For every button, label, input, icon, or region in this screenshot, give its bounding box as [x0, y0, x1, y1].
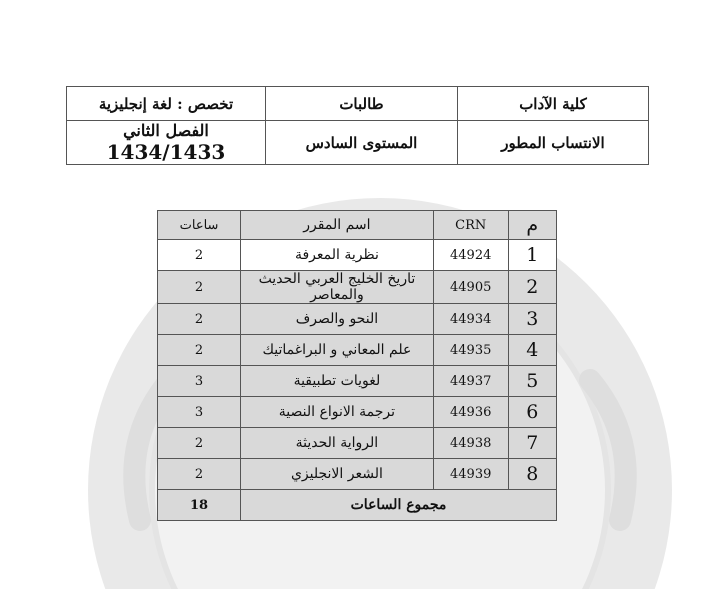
header-row-2: [67, 121, 649, 165]
table-row: [158, 304, 557, 335]
table-row: [158, 459, 557, 490]
row-num: 3: [508, 304, 556, 335]
table-row: [158, 271, 557, 304]
row-crn: 44934: [433, 304, 508, 335]
header-hours: ساعات: [158, 211, 241, 240]
students-cell: طالبات: [265, 87, 457, 121]
header-crn: CRN: [433, 211, 508, 240]
courses-header-row: [158, 211, 557, 240]
program-cell: الانتساب المطور: [457, 121, 648, 165]
row-course-name: علم المعاني و البراغماتيك: [241, 335, 434, 366]
row-course-name: ترجمة الانواع النصية: [241, 397, 434, 428]
row-course-name: الشعر الانجليزي: [241, 459, 434, 490]
major-cell: تخصص : لغة إنجليزية: [67, 87, 266, 121]
row-hours: 2: [158, 459, 241, 490]
total-hours: 18: [158, 490, 241, 521]
table-row: [158, 240, 557, 271]
row-crn: 44905: [433, 271, 508, 304]
row-num: 4: [508, 335, 556, 366]
header-row-1: [67, 87, 649, 121]
table-row: [158, 366, 557, 397]
row-num: 1: [508, 240, 556, 271]
college-cell: كلية الآداب: [457, 87, 648, 121]
header-info-table: [66, 86, 649, 165]
row-hours: 2: [158, 304, 241, 335]
row-crn: 44935: [433, 335, 508, 366]
row-course-name: لغويات تطبيقية: [241, 366, 434, 397]
row-course-name: النحو والصرف: [241, 304, 434, 335]
row-hours: 2: [158, 240, 241, 271]
row-crn: 44924: [433, 240, 508, 271]
courses-table: [157, 210, 557, 521]
row-crn: 44936: [433, 397, 508, 428]
row-hours: 3: [158, 366, 241, 397]
table-row: [158, 335, 557, 366]
row-course-name: تاريخ الخليج العربي الحديث والمعاصر: [241, 271, 434, 304]
row-crn: 44937: [433, 366, 508, 397]
row-crn: 44938: [433, 428, 508, 459]
row-hours: 2: [158, 428, 241, 459]
row-crn: 44939: [433, 459, 508, 490]
row-hours: 2: [158, 271, 241, 304]
term-cell: [67, 121, 266, 165]
row-num: 7: [508, 428, 556, 459]
table-row: [158, 428, 557, 459]
total-label: مجموع الساعات: [241, 490, 557, 521]
total-row: [158, 490, 557, 521]
row-course-name: الرواية الحديثة: [241, 428, 434, 459]
table-row: [158, 397, 557, 428]
header-course-name: اسم المقرر: [241, 211, 434, 240]
header-num: م: [508, 211, 556, 240]
row-hours: 2: [158, 335, 241, 366]
row-num: 8: [508, 459, 556, 490]
row-num: 2: [508, 271, 556, 304]
row-num: 6: [508, 397, 556, 428]
level-cell: المستوى السادس: [265, 121, 457, 165]
term-label: الفصل الثاني: [123, 121, 209, 140]
row-hours: 3: [158, 397, 241, 428]
term-year: 1434/1433: [106, 140, 226, 164]
row-num: 5: [508, 366, 556, 397]
row-course-name: نظرية المعرفة: [241, 240, 434, 271]
